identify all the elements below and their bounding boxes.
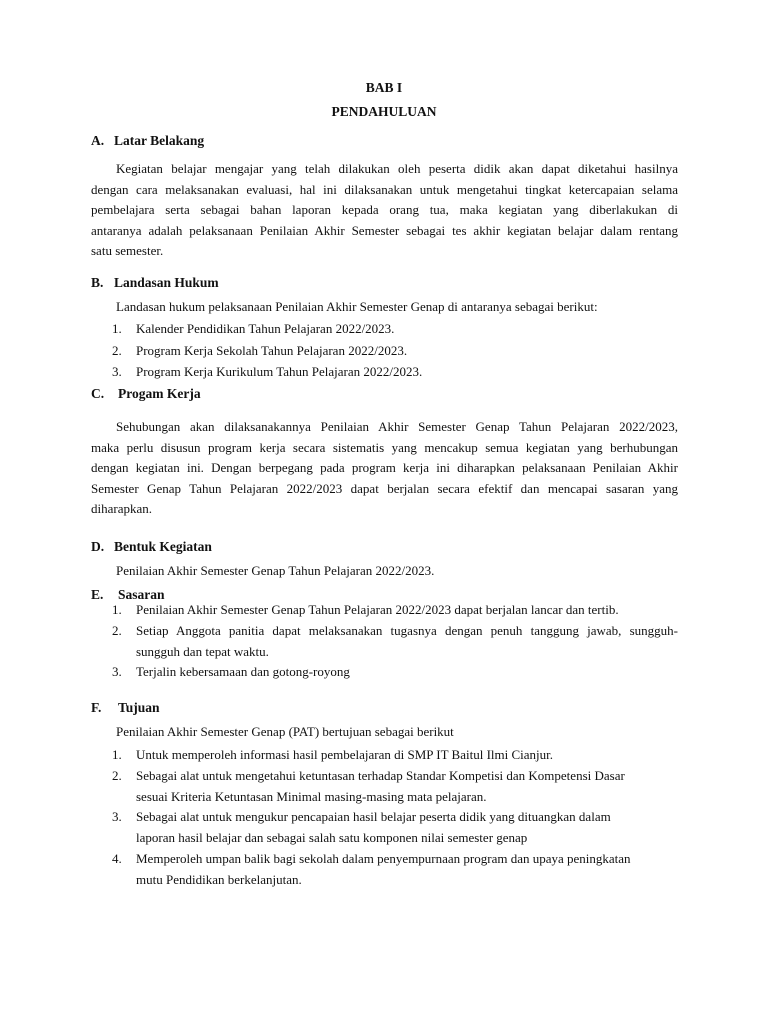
chapter-title: PENDAHULUAN: [331, 104, 437, 119]
list-item: [112, 319, 678, 340]
section-title: Progam Kerja: [118, 386, 201, 401]
list-number: 3.: [112, 664, 122, 679]
paragraph-line: pembelajara serta sebagai bahan laporan kepada orang tua, maka kegiatan yang diberlakukan di: [91, 202, 678, 218]
list-item: [112, 766, 678, 807]
paragraph-line: diharapkan.: [91, 501, 153, 517]
section-letter: F.: [91, 700, 102, 715]
list-item: [112, 341, 678, 362]
list-number: 4.: [112, 851, 122, 866]
list-text: Kalender Pendidikan Tahun Pelajaran 2022/2023.: [136, 321, 395, 336]
list-number: 1.: [112, 602, 122, 617]
list-item: [112, 849, 678, 890]
section-letter: C.: [91, 386, 105, 401]
list-text: sungguh dan tepat waktu.: [136, 643, 269, 659]
list-text: Setiap Anggota panitia dapat melaksanakan tugasnya dengan penuh tanggung jawab, sungguh-: [136, 623, 678, 638]
section-d-intro: Penilaian Akhir Semester Genap Tahun Pelajaran 2022/2023.: [116, 563, 435, 578]
list-number: 3.: [112, 809, 122, 824]
list-number: 1.: [112, 321, 122, 336]
section-letter: B.: [91, 275, 104, 290]
section-heading-f: [91, 700, 160, 716]
section-a-paragraph: [91, 159, 678, 262]
list-text: Untuk memperoleh informasi hasil pembelajaran di SMP IT Baitul Ilmi Cianjur.: [136, 747, 554, 762]
paragraph-line: satu semester.: [91, 243, 164, 259]
paragraph-line: dengan cara melaksanakan evaluasi, hal ini dilaksanakan untuk mengetahui tingkat ketercapaian selama: [91, 181, 678, 197]
list-item: [112, 621, 678, 662]
section-heading-d: [91, 539, 212, 555]
list-text: Memperoleh umpan balik bagi sekolah dalam penyempurnaan program dan upaya peningkatan: [136, 851, 631, 866]
list-text: mutu Pendidikan berkelanjutan.: [136, 871, 302, 887]
list-text: Program Kerja Kurikulum Tahun Pelajaran 2022/2023.: [136, 364, 423, 379]
section-title: Tujuan: [118, 700, 160, 715]
list-text: sesuai Kriteria Ketuntasan Minimal masing-masing mata pelajaran.: [136, 788, 487, 804]
list-text: Penilaian Akhir Semester Genap Tahun Pelajaran 2022/2023 dapat berjalan lancar dan tertib.: [136, 602, 619, 617]
list-item: [112, 807, 678, 848]
list-number: 2.: [112, 343, 122, 358]
list-number: 3.: [112, 364, 122, 379]
section-title: Bentuk Kegiatan: [114, 539, 212, 554]
paragraph-line: Kegiatan belajar mengajar yang telah dilakukan oleh peserta didik akan dapat diketahui hasilnya: [116, 161, 678, 176]
section-title: Landasan Hukum: [114, 275, 219, 290]
list-item: [112, 745, 678, 766]
section-title: Latar Belakang: [114, 133, 205, 148]
paragraph-line: antaranya adalah pelaksanaan Penilaian Akhir Semester sebagai tes akhir kegiatan belajar dalam rentang: [91, 222, 678, 238]
section-b-intro: Landasan hukum pelaksanaan Penilaian Akhir Semester Genap di antaranya sebagai berikut:: [116, 299, 598, 314]
paragraph-line: dengan kegiatan ini. Dengan berpegang pada program kerja ini diharapkan pelaksanaan Penilaian Akhir: [91, 460, 678, 476]
paragraph-line: maka perlu disusun program kerja secara sistematis yang mencakup semua kegiatan yang berhubungan: [91, 439, 678, 455]
section-heading-b: [91, 275, 219, 291]
section-letter: D.: [91, 539, 105, 554]
list-item: [112, 362, 678, 383]
section-f-intro: Penilaian Akhir Semester Genap (PAT) bertujuan sebagai berikut: [116, 724, 454, 739]
list-number: 1.: [112, 747, 122, 762]
list-text: Program Kerja Sekolah Tahun Pelajaran 2022/2023.: [136, 343, 408, 358]
chapter-label: BAB I: [365, 80, 403, 95]
list-item: [112, 662, 678, 683]
section-letter: A.: [91, 133, 105, 148]
section-title: Sasaran: [118, 587, 165, 602]
list-text: Terjalin kebersamaan dan gotong-royong: [136, 664, 350, 679]
list-text: Sebagai alat untuk mengetahui ketuntasan terhadap Standar Kompetisi dan Kompetensi Dasar: [136, 768, 625, 783]
list-text: laporan hasil belajar dan sebagai salah satu komponen nilai semester genap: [136, 829, 528, 845]
section-heading-c: [91, 386, 201, 402]
section-heading-a: [91, 133, 204, 149]
paragraph-line: Semester Genap Tahun Pelajaran 2022/2023 dapat berjalan secara efektif dan mencapai sasaran yang: [91, 480, 678, 496]
list-number: 2.: [112, 768, 122, 783]
list-number: 2.: [112, 623, 122, 638]
list-item: [112, 600, 678, 621]
section-letter: E.: [91, 587, 104, 602]
paragraph-line: Sehubungan akan dilaksanakannya Penilaian Akhir Semester Genap Tahun Pelajaran 2022/2023,: [116, 419, 678, 434]
section-c-paragraph: [91, 417, 678, 520]
list-text: Sebagai alat untuk mengukur pencapaian hasil belajar peserta didik yang dituangkan dalam: [136, 809, 611, 824]
